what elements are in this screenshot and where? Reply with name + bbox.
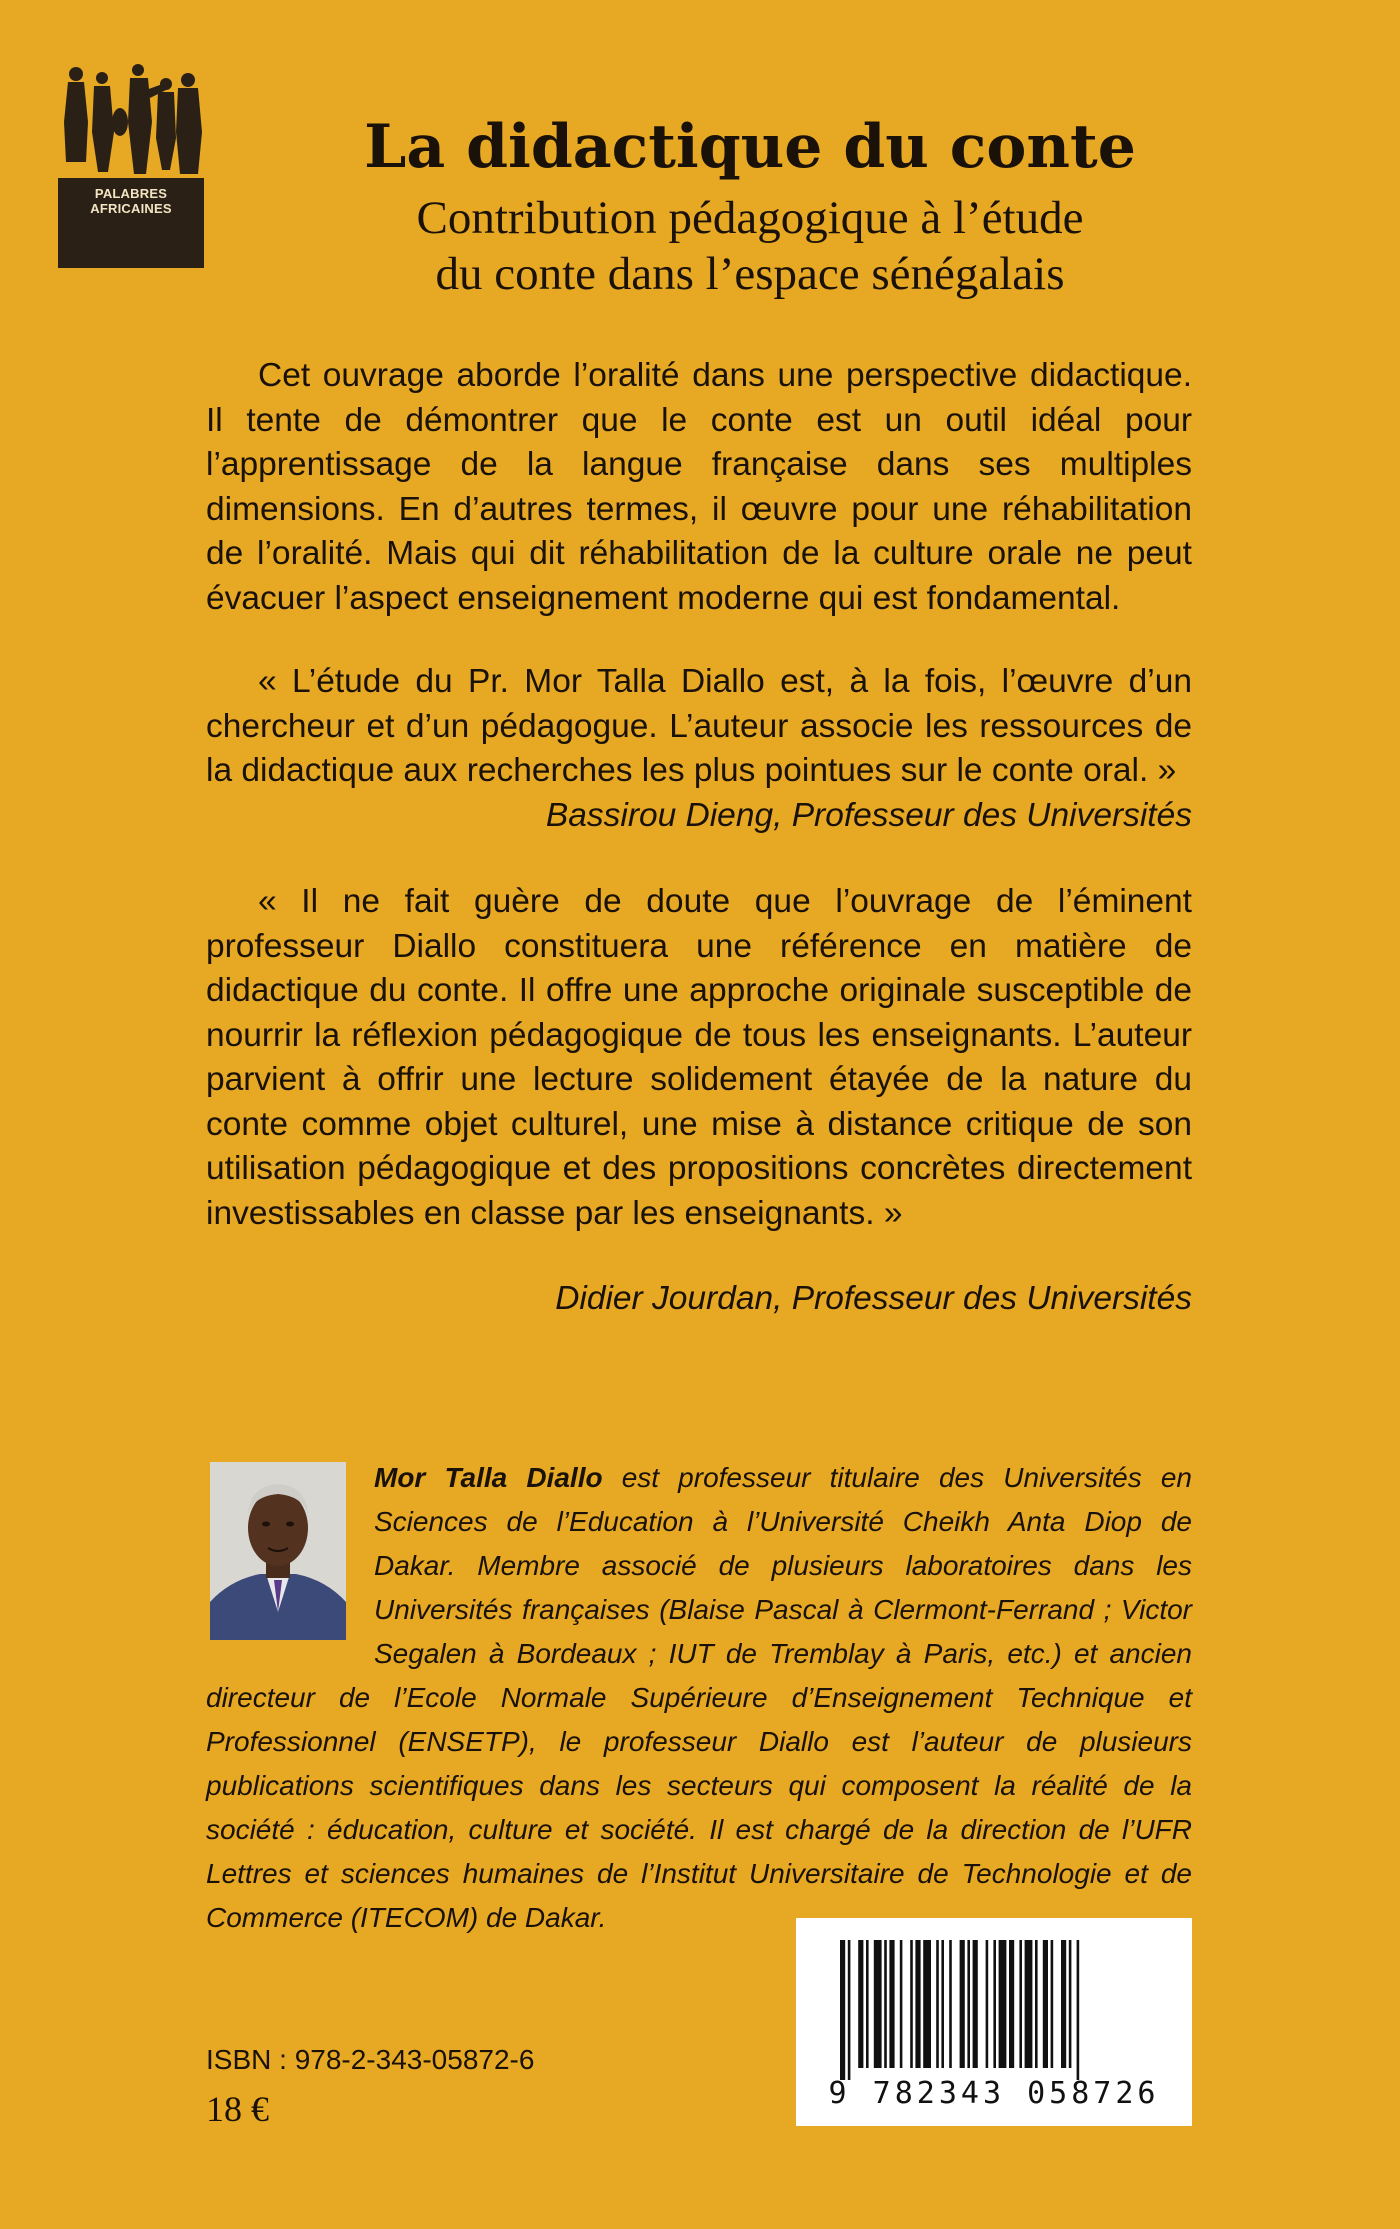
barcode-bar xyxy=(889,1940,894,2068)
author-biography xyxy=(206,1456,1192,1940)
quote-2-author: Didier Jourdan, Professeur des Universités xyxy=(555,1280,1192,1317)
barcode-bar xyxy=(848,1940,851,2080)
barcode xyxy=(796,1918,1192,2126)
barcode-bar xyxy=(949,1940,952,2068)
book-subtitle xyxy=(250,190,1250,302)
barcode-digits: 9 782343 058726 xyxy=(828,2076,1160,2111)
barcode-bar xyxy=(915,1940,920,2068)
barcode-bar xyxy=(941,1940,944,2068)
barcode-bar xyxy=(993,1940,996,2068)
barcode-bar xyxy=(858,1940,863,2068)
publisher-logo xyxy=(58,62,204,268)
barcode-bar xyxy=(1051,1940,1054,2068)
barcode-bar xyxy=(1069,1940,1072,2068)
barcode-bar xyxy=(840,1940,845,2080)
barcode-bar xyxy=(973,1940,978,2068)
quote-2 xyxy=(206,880,1192,1236)
quote-1-author: Bassirou Dieng, Professeur des Universités xyxy=(545,797,1192,834)
barcode-bar xyxy=(923,1940,931,2068)
subtitle-line-1: Contribution pédagogique à l’étude xyxy=(416,192,1084,244)
barcode-bar xyxy=(986,1940,989,2068)
barcode-bar xyxy=(1077,1940,1080,2080)
quote-1-text: « L’étude du Pr. Mor Talla Diallo est, à la fois, l’œuvre d’un chercheur et d’un pédagogue. L’auteur associe les ressources de la didactique aux recherches les plus pointues sur le conte oral. » xyxy=(206,663,1192,789)
subtitle-line-2: du conte dans l’espace sénégalais xyxy=(435,248,1065,300)
summary-text: Cet ouvrage aborde l’oralité dans une perspective didactique. Il tente de démontrer que le conte est un outil idéal pour l’apprentissage de la langue française dans ses multiples dimensions. En d’autres termes, il œuvre pour une réhabilitation de l’oralité. Mais qui dit réhabilitation de la culture orale ne peut évacuer l’aspect enseignement moderne qui est fondamental. xyxy=(206,357,1192,617)
isbn: ISBN : 978-2-343-05872-6 xyxy=(206,2044,535,2075)
barcode-bar xyxy=(900,1940,903,2068)
barcode-bar xyxy=(866,1940,869,2068)
barcode-bar xyxy=(967,1940,970,2068)
barcode-bar xyxy=(1061,1940,1066,2068)
author-bio-text: est professeur titulaire des Universités en Sciences de l’Education à l’Université Cheikh Anta Diop de Dakar. Membre associé de plusieurs laboratoires dans les Universités françaises (Blaise Pascal à Clermont-Ferrand ; Victor Segalen à Bordeaux ; IUT de Tremblay à Paris, etc.) et ancien directeur de l’Ecole Normale Supérieure d’Enseignement Technique et Professionnel (ENSETP), le professeur Diallo est l’auteur de plusieurs publications scientifiques dans les secteurs qui composent la réalité de la société : éducation, culture et société. Il est chargé de la direction de l’UFR Lettres et sciences humaines de l’Institut Universitaire de Technologie et de Commerce (ITECOM) de Dakar. xyxy=(206,1462,1192,1933)
book-title: La didactique du conte xyxy=(364,112,1136,182)
barcode-bar xyxy=(999,1940,1007,2068)
quote-1 xyxy=(206,660,1192,794)
barcode-bar xyxy=(1019,1940,1022,2068)
quote-2-text: « Il ne fait guère de doute que l’ouvrage de l’éminent professeur Diallo constituera une référence en matière de didactique du conte. Il offre une approche originale susceptible de nourrir la réflexion pédagogique de tous les enseignants. L’auteur parvient à offrir une lecture solidement étayée de la nature du conte comme objet culturel, une mise à distance critique de son utilisation pédagogique et des propositions concrètes directement investissables en classe par les enseignants. » xyxy=(206,883,1192,1232)
barcode-bar xyxy=(910,1940,913,2068)
barcode-bar xyxy=(1035,1940,1038,2068)
barcode-bar xyxy=(1025,1940,1033,2068)
musicians-silhouette-icon xyxy=(58,62,204,178)
barcode-bar xyxy=(1009,1940,1014,2068)
author-name: Mor Talla Diallo xyxy=(374,1462,603,1493)
barcode-bar xyxy=(884,1940,887,2068)
logo-label: PALABRES AFRICAINES xyxy=(90,186,172,216)
barcode-bar xyxy=(960,1940,965,2068)
barcode-bar xyxy=(1043,1940,1048,2068)
barcode-bar xyxy=(874,1940,882,2068)
barcode-bar xyxy=(936,1940,939,2068)
price: 18 € xyxy=(206,2089,269,2129)
summary-paragraph xyxy=(206,354,1192,621)
